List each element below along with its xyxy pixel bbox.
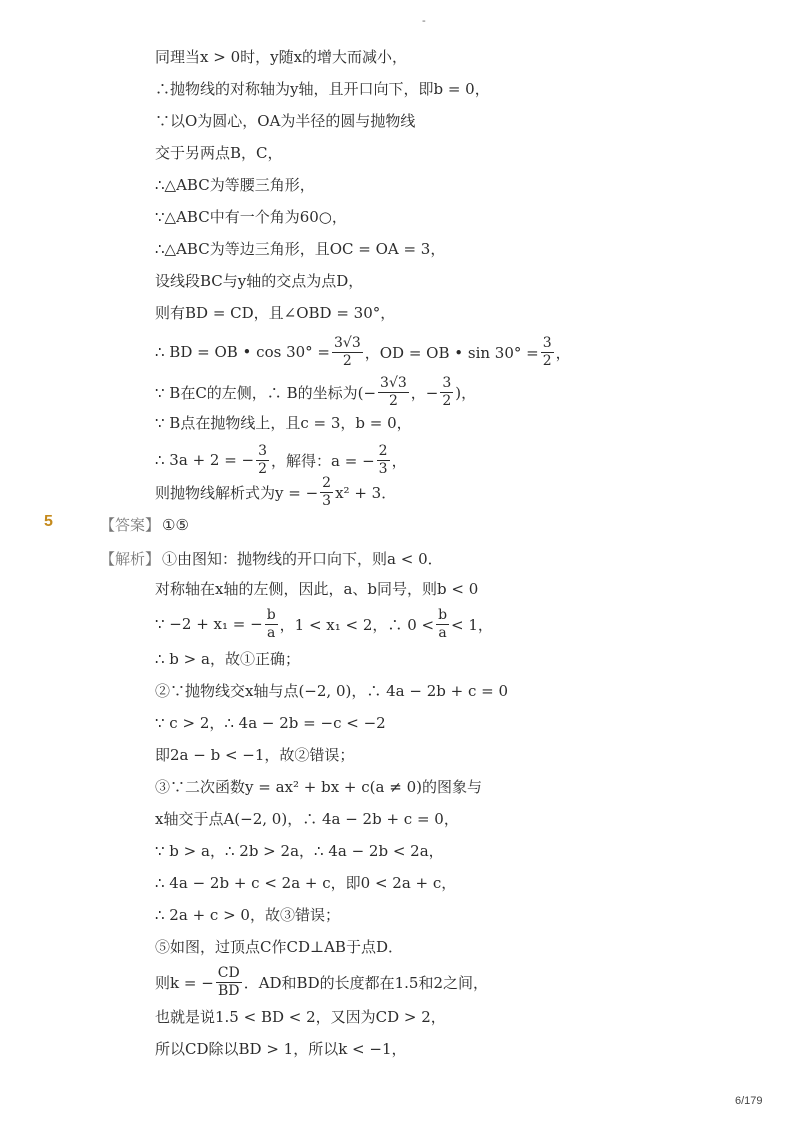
denominator: a xyxy=(266,624,276,641)
denominator: 2 xyxy=(258,460,268,477)
denominator: 2 xyxy=(342,352,352,369)
formula-text: ，OD = OB • sin 30° = xyxy=(364,343,539,362)
numerator: 3 xyxy=(442,374,452,391)
formula-text: ．AD和BD的长度都在1.5和2之间， xyxy=(243,973,489,992)
formula-text: 则抛物线解析式为y = − xyxy=(155,483,319,502)
fraction xyxy=(541,336,554,368)
analysis-text: ①由图知：抛物线的开口向下，则a < 0． xyxy=(162,550,443,568)
answer-text: ①⑤ xyxy=(162,516,189,534)
numerator: b xyxy=(266,606,276,623)
formula-text: < 1， xyxy=(451,615,493,634)
formula-text: ，1 < x₁ < 2，∴ 0 < xyxy=(279,615,435,634)
page-number: 6/179 xyxy=(735,1095,763,1107)
numerator: 3√3 xyxy=(334,334,361,351)
denominator: 2 xyxy=(442,392,452,409)
formula-text: 则k = − xyxy=(155,973,214,992)
text-line: ∵△ABC中有一个角为60○， xyxy=(155,207,347,226)
formula-text: ∵ B在C的左侧，∴ B的坐标为(− xyxy=(155,383,377,402)
formula-text: ， xyxy=(555,343,571,362)
formula-text: ， xyxy=(391,451,407,470)
answer-label: 【答案】 xyxy=(100,516,161,534)
fraction xyxy=(436,608,449,640)
text-line: ∴抛物线的对称轴为y轴，且开口向下，即b = 0， xyxy=(155,79,490,98)
text-line: 即2a − b < −1，故②错误； xyxy=(155,745,355,764)
text-line: ③∵二次函数y = ax² + bx + c(a ≠ 0)的图象与 xyxy=(155,777,482,796)
analysis-row xyxy=(100,548,443,569)
fraction xyxy=(440,376,453,408)
text-line: 对称轴在x轴的左侧，因此，a、b同号，则b < 0 xyxy=(155,579,479,598)
formula-text: ，− xyxy=(410,383,439,402)
text-line: ∴ b > a，故①正确； xyxy=(155,649,300,668)
numerator: 3 xyxy=(258,442,268,459)
formula-text: x² + 3． xyxy=(335,483,397,502)
numerator: 3 xyxy=(542,334,552,351)
answer-row xyxy=(100,514,189,535)
denominator: 3 xyxy=(322,492,332,509)
text-line: 交于另两点B，C， xyxy=(155,143,283,162)
text-line: ∴ 2a + c > 0，故③错误； xyxy=(155,905,340,924)
text-line: 所以CD除以BD > 1，所以k < −1， xyxy=(155,1039,407,1058)
denominator: BD xyxy=(217,982,240,999)
formula-line xyxy=(155,468,396,516)
text-line: 同理当x > 0时，y随x的增大而减小， xyxy=(155,47,408,66)
numerator: CD xyxy=(217,964,240,981)
text-line: ∴ 4a − 2b + c < 2a + c，即0 < 2a + c， xyxy=(155,873,457,892)
text-line: ∴△ABC为等边三角形，且OC = OA = 3， xyxy=(155,239,446,258)
header-mark: - xyxy=(422,14,426,27)
numerator: 3√3 xyxy=(380,374,407,391)
denominator: 2 xyxy=(388,392,398,409)
text-line: ∵以O为圆心，OA为半径的圆与抛物线 xyxy=(155,111,416,130)
text-line: x轴交于点A(−2, 0)，∴ 4a − 2b + c = 0， xyxy=(155,809,459,828)
text-line: ∴△ABC为等腰三角形， xyxy=(155,175,315,194)
text-line: ⑤如图，过顶点C作CD⊥AB于点D． xyxy=(155,937,403,956)
formula-line xyxy=(155,600,493,648)
text-line: ∵ b > a，∴ 2b > 2a，∴ 4a − 2b < 2a， xyxy=(155,841,444,860)
denominator: 2 xyxy=(542,352,552,369)
analysis-label: 【解析】 xyxy=(100,550,161,568)
denominator: 3 xyxy=(378,460,388,477)
numerator: 2 xyxy=(322,474,332,491)
text-line: 也就是说1.5 < BD < 2，又因为CD > 2， xyxy=(155,1007,446,1026)
text-line: ∵ c > 2，∴ 4a − 2b = −c < −2 xyxy=(155,713,386,732)
denominator: a xyxy=(438,624,447,641)
formula-line xyxy=(155,958,488,1006)
fraction xyxy=(265,608,278,640)
text-line: ②∵抛物线交x轴与点(−2, 0)，∴ 4a − 2b + c = 0 xyxy=(155,681,509,700)
text-line: 设线段BC与y轴的交点为点D， xyxy=(155,271,364,290)
formula-text: )， xyxy=(455,383,477,402)
numerator: 2 xyxy=(378,442,388,459)
formula-text: ∵ −2 + x₁ = − xyxy=(155,615,263,633)
formula-text: ，解得：a = − xyxy=(271,451,375,470)
formula-text: ∴ BD = OB • cos 30° = xyxy=(155,343,330,361)
text-line: ∵ B点在抛物线上，且c = 3，b = 0， xyxy=(155,413,412,432)
question-number: 5 xyxy=(44,513,53,530)
formula-text: ∴ 3a + 2 = − xyxy=(155,451,255,469)
fraction xyxy=(332,336,363,368)
fraction xyxy=(216,966,242,998)
fraction xyxy=(378,376,409,408)
numerator: b xyxy=(438,606,448,623)
text-line: 则有BD = CD，且∠OBD = 30°， xyxy=(155,303,396,322)
fraction xyxy=(320,476,333,508)
